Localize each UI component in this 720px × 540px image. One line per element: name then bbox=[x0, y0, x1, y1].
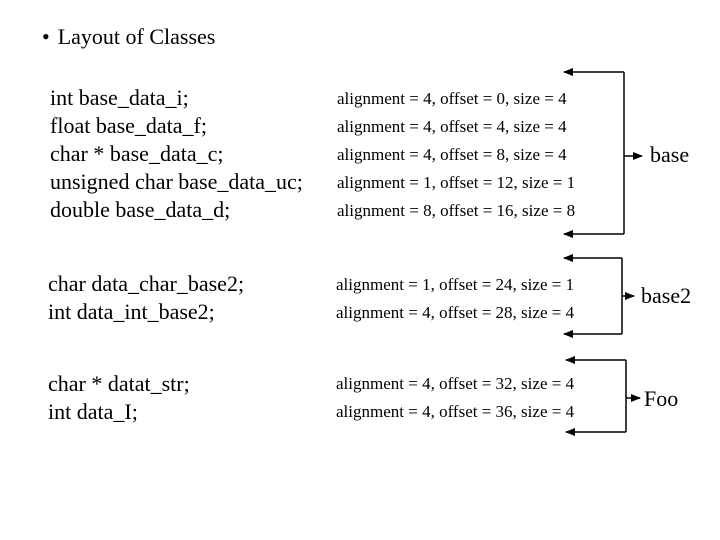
layout-line: alignment = 4, offset = 8, size = 4 bbox=[337, 145, 567, 164]
base-bracket bbox=[564, 72, 642, 234]
group-label-foo: Foo bbox=[644, 386, 679, 411]
declaration-line: float base_data_f; bbox=[50, 113, 207, 138]
layout-line: alignment = 4, offset = 0, size = 4 bbox=[337, 89, 567, 108]
layout-line: alignment = 4, offset = 36, size = 4 bbox=[336, 402, 575, 421]
layout-line: alignment = 8, offset = 16, size = 8 bbox=[337, 201, 576, 220]
layout-line: alignment = 1, offset = 12, size = 1 bbox=[337, 173, 576, 192]
declaration-line: int data_int_base2; bbox=[48, 299, 215, 324]
declaration-line: unsigned char base_data_uc; bbox=[50, 169, 303, 194]
declaration-line: double base_data_d; bbox=[50, 197, 231, 222]
layout-line: alignment = 4, offset = 32, size = 4 bbox=[336, 374, 575, 393]
declaration-line: int data_I; bbox=[48, 399, 138, 424]
declaration-line: char * datat_str; bbox=[48, 371, 190, 396]
layout-line: alignment = 4, offset = 4, size = 4 bbox=[337, 117, 567, 136]
layout-line: alignment = 4, offset = 28, size = 4 bbox=[336, 303, 575, 322]
declaration-line: char * base_data_c; bbox=[50, 141, 224, 166]
base2-bracket bbox=[564, 258, 634, 334]
layout-line: alignment = 1, offset = 24, size = 1 bbox=[336, 275, 575, 294]
declaration-line: int base_data_i; bbox=[50, 85, 189, 110]
foo-bracket bbox=[566, 360, 640, 432]
declaration-line: char data_char_base2; bbox=[48, 271, 245, 296]
group-label-base: base bbox=[650, 142, 690, 167]
slide-title-text: Layout of Classes bbox=[57, 24, 216, 49]
bullet-icon: • bbox=[42, 24, 50, 49]
group-label-base2: base2 bbox=[641, 283, 692, 308]
